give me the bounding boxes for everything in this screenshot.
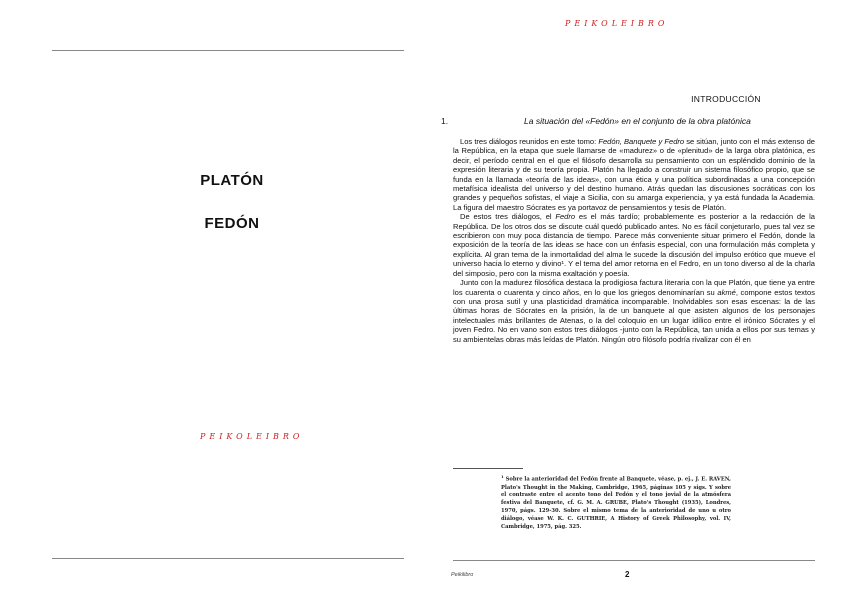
book-title: FEDÓN bbox=[204, 215, 260, 232]
bottom-rule bbox=[52, 558, 404, 559]
page-number: 2 bbox=[625, 570, 630, 579]
footnote: $^1$ Sobre la anterioridad del Fedón frente al Banquete, véase, p. ej., J. E. RAVEN, Plato's Thought in the Making, Cambridge, 1965, páginas 105 y sigs. Y sobre el contraste entre el acento tono del Fedón y el tono jovial de la atmósfera festiva del Banquete, cf. G. M. A. GRUBE, Plato's Thought (1935), Londres, 1970, págs. 129-30. Sobre el mismo tema de la anterioridad de uno u otro diálogo, véase W. K. C. GUTHRIE, A History of Greek Philosophy, vol. IV, Cambridge, 1975, pág. 325. bbox=[501, 474, 731, 530]
bottom-rule bbox=[453, 560, 815, 561]
paragraph: Junto con la madurez filosófica destaca la prodigiosa factura literaria con la que Platón, que tiene ya entre los cuarenta o cuarenta y cinco años, en lo que los griegos denominarían su akmé, compone estos textos con una prosa sutil y una plasticidad dramática incomparable. Inolvidables son esas escenas: la de las últimas horas de Sócrates en la prisión, la de un banquete al que asisten algunos de los personajes intelectuales más brillantes de Atenas, o la del coloquio en un lugar idílico entre el irónico Sócrates y el joven Fedro. No en vano son estos tres diálogos -junto con la República, tan unida a ellos por sus temas y su ambientelas obras más leídas de Platón. Ningún otro filósofo podría rivalizar con él en bbox=[453, 278, 815, 344]
footnote-mark: 1 bbox=[501, 474, 504, 479]
publisher-logo: PEIKOLEIBRO bbox=[565, 19, 669, 28]
paragraph: Los tres diálogos reunidos en este tomo: Fedón, Banquete y Fedro se sitúan, junto con el más extenso de la República, en la etapa que suele llamarse de «madurez» o de «plenitud» de la larga obra platónica, es decir, el período central en el que el filósofo desarrolla su pensamiento con un espléndido dominio de la expresión literaria y de su teoría propia. Platón ha llegado a construir un sistema filosófico propio, que se funda en la llamada «teoría de las ideas», con una ética y una política subordinadas a una concepción metafísica idealista del universo y del destino humano. Atrás quedan las discusiones socráticas con los grandes y pequeños sofistas, el viaje a Sicilia, con su amarga experiencia, y ya está fundada la Academia. La figura del maestro Sócrates es ya portavoz de pensamientos y tesis de Platón. bbox=[453, 137, 815, 212]
footer-label: Peikilibro bbox=[451, 572, 474, 578]
author-name: PLATÓN bbox=[200, 172, 264, 189]
right-page bbox=[424, 0, 848, 599]
top-rule bbox=[52, 50, 404, 51]
footnote-rule bbox=[453, 468, 523, 469]
body-text bbox=[453, 137, 815, 344]
paragraph: De estos tres diálogos, el Fedro es el más tardío; probablemente es posterior a la redacción de la República. De los otros dos se discute cuál quedó publicado antes. No es fácil conjeturarlo, pues tal vez se escribieron con muy poca distancia de tiempo. Parece más conveniente situar primero el Fedón, donde la exposición de la teoría de las ideas se hace con un énfasis especial, con una formulación más completa y explícita. Al gran tema de la inmortalidad del alma le sucede la discusión del impulso erótico que mueve el universo hacia lo eterno y divino¹. Y el tema del amor retorna en el Fedro, en un tono diverso al de la charla del simposio, pero con la misma exaltación y poesía. bbox=[453, 212, 815, 278]
section-title: La situación del «Fedón» en el conjunto de la obra platónica bbox=[524, 116, 751, 126]
section-number: 1. bbox=[441, 116, 449, 126]
chapter-heading: INTRODUCCIÓN bbox=[691, 94, 761, 104]
publisher-logo: PEIKOLEIBRO bbox=[200, 432, 304, 441]
